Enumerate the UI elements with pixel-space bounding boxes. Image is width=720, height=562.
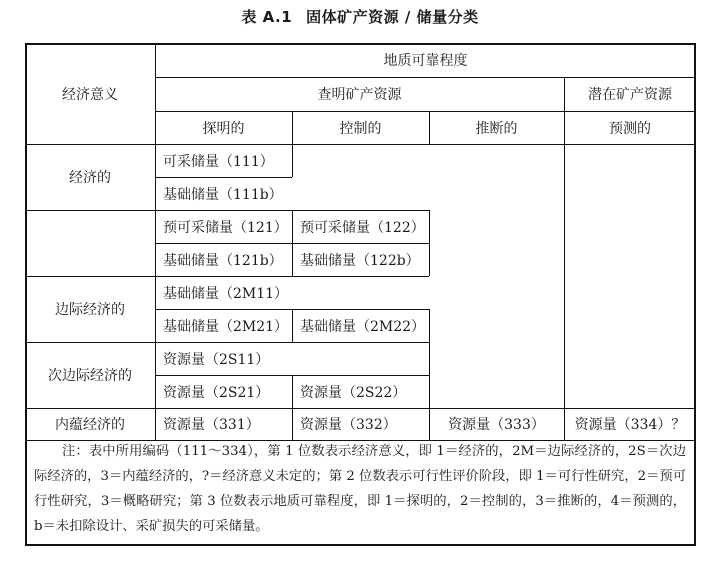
cell-122b: 基础储量（122b）	[300, 252, 420, 269]
header-identified-resources: 查明矿产资源	[317, 87, 402, 103]
row-label-submarginal: 次边际经济的	[48, 368, 132, 384]
cell-2m21: 基础储量（2M21）	[163, 318, 289, 335]
cell-2s21: 资源量（2S21）	[163, 384, 270, 401]
table-title: 固体矿产资源 / 储量分类	[306, 8, 479, 26]
header-explored: 探明的	[202, 120, 245, 137]
cell-122: 预可采储量（122）	[300, 219, 425, 236]
table-caption	[0, 6, 720, 27]
table-note: 注：表中所用编码（111～334），第 1 位数表示经济意义，即 1＝经济的，2M＝边际经济的，2S＝次边际经济的，3＝内蕴经济的，?＝经济意义未定的；第 2 位数表示可行性评价阶段，即 1＝可行性研究，2＝预可行性研究，3＝概略研究；第 3 位数表示地质可靠程度，即 1＝探明的，2＝控制的，3＝推断的，4＝预测的，b＝未扣除设计、采矿损失的可采储量。	[34, 444, 687, 534]
cell-332: 资源量（332）	[300, 417, 397, 433]
table-number: 表 A.1	[241, 8, 293, 26]
row-label-intrinsic: 内蕴经济的	[55, 417, 125, 433]
cell-334: 资源量（334）？	[574, 417, 686, 433]
cell-331: 资源量（331）	[163, 417, 260, 433]
header-geological-reliability: 地质可靠程度	[383, 53, 468, 69]
cell-333: 资源量（333）	[448, 417, 545, 433]
header-undiscovered-resources: 潜在矿产资源	[588, 87, 672, 103]
cell-2m11: 基础储量（2M11）	[163, 285, 289, 302]
header-predicted: 预测的	[609, 120, 651, 137]
cell-111: 可采储量（111）	[163, 153, 274, 170]
cell-111b: 基础储量（111b）	[163, 186, 283, 203]
rule	[429, 210, 430, 276]
cell-121: 预可采储量（121）	[163, 219, 288, 236]
cell-2s11: 资源量（2S11）	[163, 351, 270, 368]
header-controlled: 控制的	[339, 120, 382, 137]
cell-2s22: 资源量（2S22）	[300, 384, 407, 401]
cell-2m22: 基础储量（2M22）	[300, 318, 426, 335]
row-label-marginal: 边际经济的	[55, 302, 125, 318]
cell-121b: 基础储量（121b）	[163, 252, 283, 269]
row-label-economic: 经济的	[69, 170, 111, 186]
header-inferred: 推断的	[475, 120, 518, 137]
header-economic-significance: 经济意义	[62, 86, 118, 103]
